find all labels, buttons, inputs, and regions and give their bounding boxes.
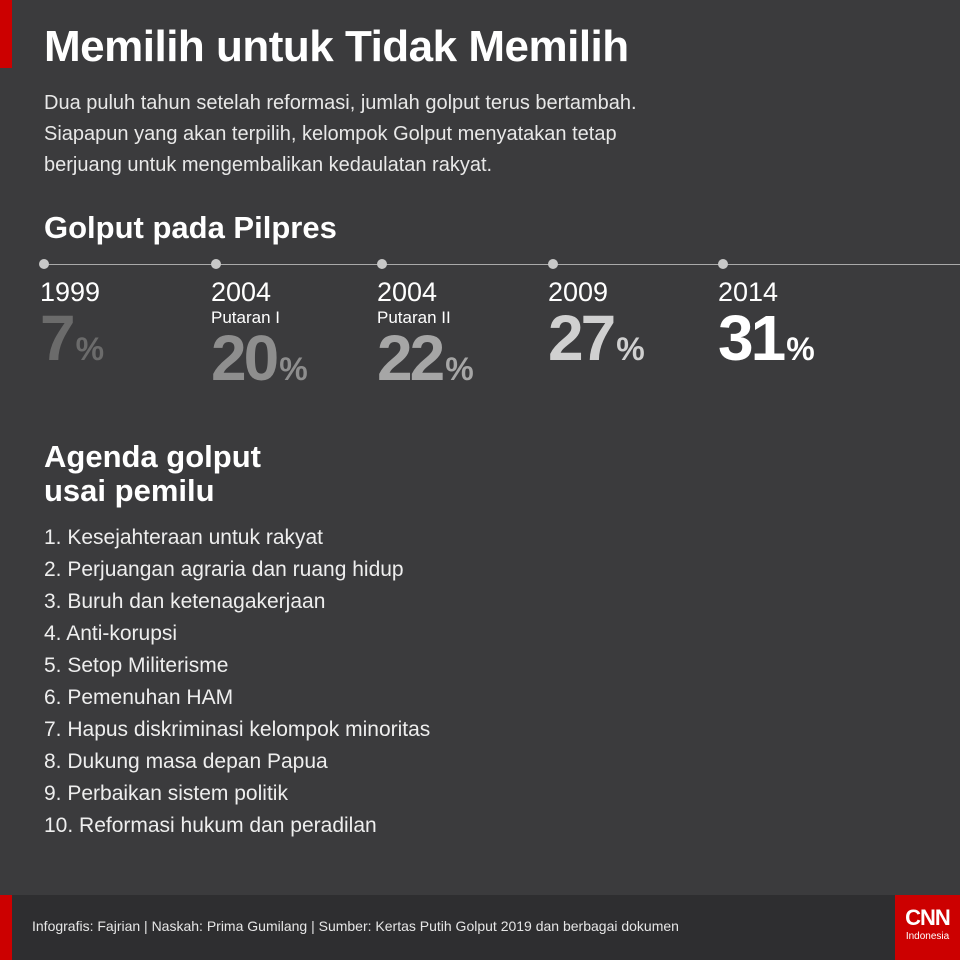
list-item: 3. Buruh dan ketenagakerjaan	[44, 590, 326, 613]
logo-sub-text: Indonesia	[905, 931, 950, 942]
agenda-list	[44, 522, 430, 842]
logo-main-text: CNN	[905, 905, 950, 930]
timeline-dot	[211, 259, 221, 269]
timeline-entry-2014	[718, 276, 815, 386]
timeline-entry-2009	[548, 276, 645, 386]
intro-line: berjuang untuk mengembalikan kedaulatan rakyat.	[44, 154, 493, 176]
intro-paragraph	[44, 88, 844, 181]
timeline-dot	[548, 259, 558, 269]
percentage-value: 31	[718, 302, 784, 374]
intro-line: Siapapun yang akan terpilih, kelompok Golput menyatakan tetap	[44, 123, 617, 145]
list-item: 6. Pemenuhan HAM	[44, 686, 234, 709]
list-item: 4. Anti-korupsi	[44, 622, 178, 645]
footer-credits: Infografis: Fajrian | Naskah: Prima Gumilang | Sumber: Kertas Putih Golput 2019 dan berbagai dokumen	[32, 918, 679, 934]
timeline-entry-2004-round-2	[377, 276, 474, 406]
agenda-title	[44, 440, 261, 508]
list-item: 9. Perbaikan sistem politik	[44, 782, 288, 805]
intro-line: Dua puluh tahun setelah reformasi, jumlah golput terus bertambah.	[44, 92, 637, 114]
timeline-dot	[718, 259, 728, 269]
percentage-unit: %	[786, 331, 815, 367]
timeline-dot	[39, 259, 49, 269]
entry-round: Putaran I	[211, 308, 280, 327]
list-item: 7. Hapus diskriminasi kelompok minoritas	[44, 718, 431, 741]
list-item: 8. Dukung masa depan Papua	[44, 750, 328, 773]
entry-year: 2014	[718, 277, 779, 307]
page-title: Memilih untuk Tidak Memilih	[44, 22, 629, 71]
entry-year: 1999	[40, 277, 101, 307]
list-item: 2. Perjuangan agraria dan ruang hidup	[44, 558, 404, 581]
entry-year: 2004	[377, 277, 438, 307]
percentage-value: 27	[548, 302, 614, 374]
entry-percentage	[377, 322, 474, 406]
percentage-unit: %	[445, 351, 474, 387]
percentage-value: 20	[211, 322, 277, 394]
entry-percentage	[718, 302, 815, 386]
list-item: 10. Reformasi hukum dan peradilan	[44, 814, 377, 837]
percentage-value: 22	[377, 322, 443, 394]
percentage-unit: %	[75, 331, 105, 367]
entry-percentage	[548, 302, 645, 386]
agenda-title-line: usai pemilu	[44, 473, 215, 508]
timeline-entry-2004-round-1	[211, 276, 308, 406]
entry-year: 2009	[548, 277, 609, 307]
timeline-line	[44, 264, 960, 265]
timeline-title: Golput pada Pilpres	[44, 210, 337, 245]
entry-round: Putaran II	[377, 308, 451, 327]
title-accent-bar	[0, 0, 12, 68]
percentage-unit: %	[279, 351, 308, 387]
footer-accent-bar	[0, 895, 12, 960]
agenda-title-line: Agenda golput	[44, 439, 261, 474]
percentage-value: 7	[40, 302, 73, 374]
percentage-unit: %	[616, 331, 645, 367]
list-item: 1. Kesejahteraan untuk rakyat	[44, 526, 324, 549]
list-item: 5. Setop Militerisme	[44, 654, 229, 677]
timeline-dot	[377, 259, 387, 269]
cnn-indonesia-logo	[895, 895, 960, 960]
entry-year: 2004	[211, 277, 272, 307]
timeline-entry-1999	[40, 276, 104, 386]
entry-percentage	[211, 322, 308, 406]
entry-percentage	[40, 302, 105, 386]
